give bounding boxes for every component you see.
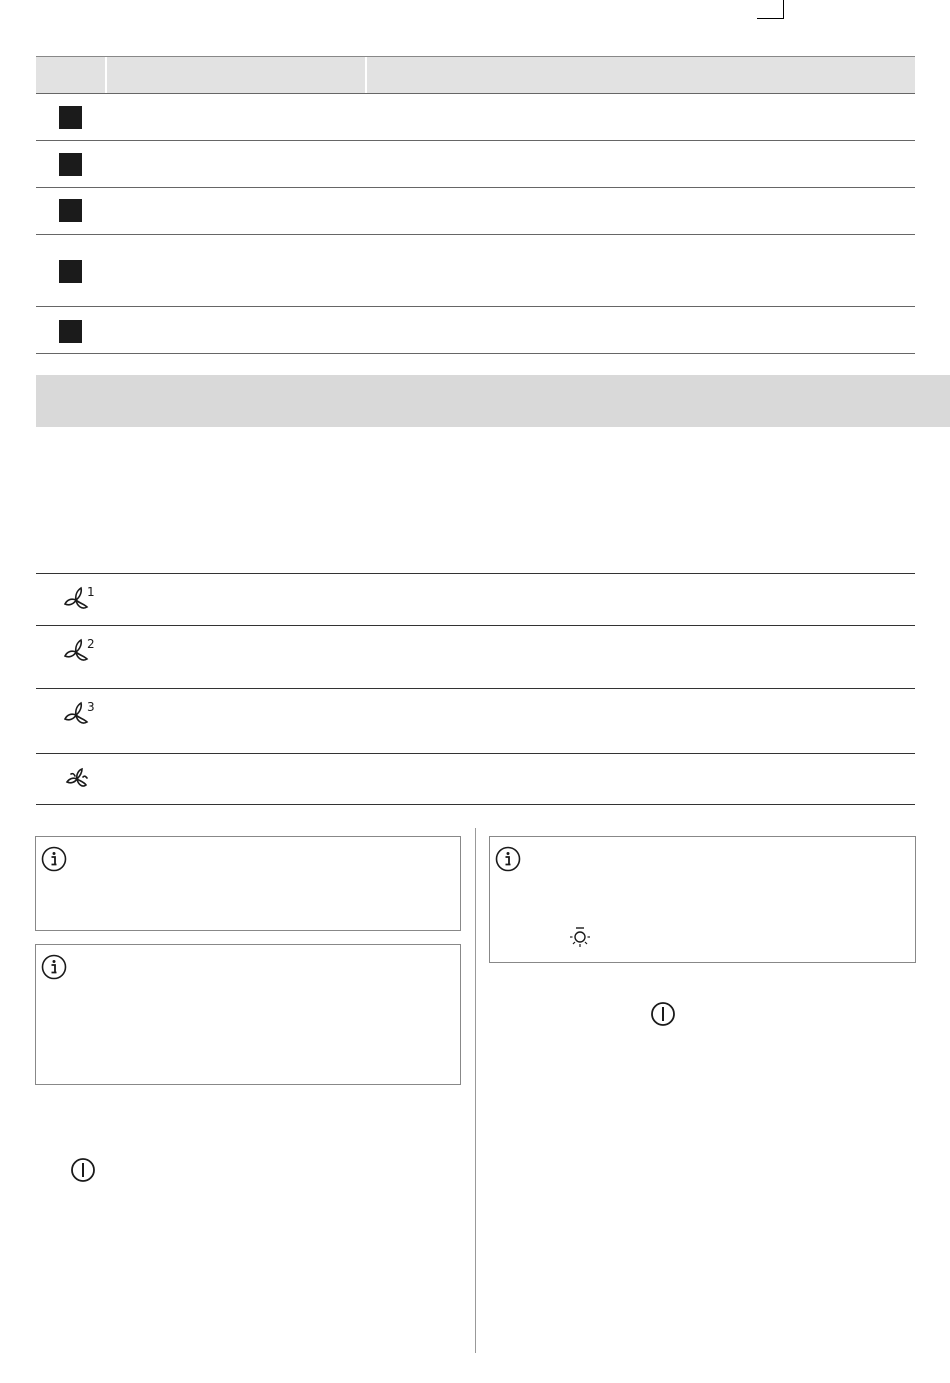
fan-speed-row — [36, 626, 915, 689]
info-icon — [41, 954, 67, 980]
info-note-box — [35, 836, 461, 931]
table-row — [36, 235, 915, 307]
fan-speed-row — [36, 689, 915, 754]
light-bulb-icon — [567, 925, 593, 951]
fan-level-label: 2 — [87, 637, 95, 651]
table-row — [36, 188, 915, 235]
fan-level-label: 1 — [87, 585, 95, 599]
header-column-separator — [365, 57, 367, 93]
info-icon — [495, 846, 521, 872]
fan-speed-2-icon — [62, 636, 96, 666]
fan-speed-row — [36, 574, 915, 626]
fan-speed-1-icon — [62, 584, 96, 614]
crop-mark-vertical — [783, 0, 784, 19]
column-divider — [475, 828, 476, 1353]
info-note-box — [489, 836, 916, 963]
fan-level-label: 3 — [87, 700, 95, 714]
row-marker-square — [59, 260, 82, 283]
row-marker-square — [59, 106, 82, 129]
crop-mark-horizontal — [757, 18, 784, 19]
fan-speed-row — [36, 754, 915, 805]
header-column-separator — [105, 57, 107, 93]
row-marker-square — [59, 199, 82, 222]
row-marker-square — [59, 320, 82, 343]
power-icon — [70, 1157, 96, 1183]
table-header — [36, 56, 915, 94]
power-icon — [650, 1001, 676, 1027]
fan-speed-3-icon — [62, 699, 96, 729]
info-note-box — [35, 944, 461, 1085]
table-row — [36, 93, 915, 141]
table-row — [36, 307, 915, 354]
section-heading-band — [36, 375, 950, 427]
row-marker-square — [59, 153, 82, 176]
info-icon — [41, 846, 67, 872]
fan-boost-icon — [62, 764, 96, 794]
table-row — [36, 141, 915, 188]
